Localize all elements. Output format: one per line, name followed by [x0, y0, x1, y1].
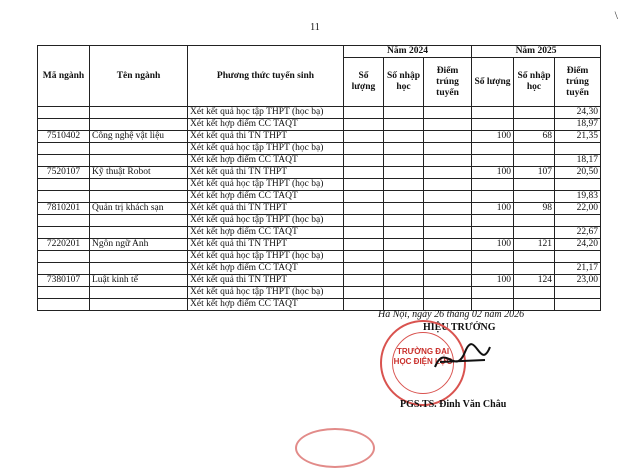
- cell-2025-score: 20,50: [555, 167, 601, 179]
- cell-2025-score: [555, 299, 601, 311]
- row-method: Xét kết quả học tập THPT (học bạ): [188, 107, 344, 119]
- cell-2025-enrolled: [514, 107, 555, 119]
- cell-2024-enrolled: [384, 191, 424, 203]
- cell-2024-quota: [344, 179, 384, 191]
- cell-2024-quota: [344, 227, 384, 239]
- header-quota-2024: Số lượng: [344, 58, 384, 107]
- cell-2024-enrolled: [384, 119, 424, 131]
- cell-2025-quota: 100: [472, 131, 514, 143]
- cell-2024-enrolled: [384, 275, 424, 287]
- table-row: [38, 275, 601, 287]
- cell-2024-enrolled: [384, 131, 424, 143]
- row-method: Xét kết quả thi TN THPT: [188, 167, 344, 179]
- cell-2025-enrolled: 98: [514, 203, 555, 215]
- cell-2024-score: [424, 119, 472, 131]
- cell-2024-score: [424, 215, 472, 227]
- row-code: [38, 191, 90, 203]
- row-method: Xét kết quả thi TN THPT: [188, 203, 344, 215]
- place-date: Hà Nội, ngày 26 tháng 02 năm 2026: [378, 309, 525, 320]
- row-name: [90, 155, 188, 167]
- cell-2025-enrolled: 107: [514, 167, 555, 179]
- row-code: [38, 215, 90, 227]
- cell-2024-score: [424, 107, 472, 119]
- header-year-2025: Năm 2025: [472, 46, 601, 58]
- cell-2025-quota: [472, 191, 514, 203]
- table-row: [38, 227, 601, 239]
- cell-2025-score: 24,20: [555, 239, 601, 251]
- cell-2024-enrolled: [384, 143, 424, 155]
- row-code: [38, 227, 90, 239]
- cell-2025-score: 22,67: [555, 227, 601, 239]
- cell-2024-enrolled: [384, 215, 424, 227]
- row-name: Ngôn ngữ Anh: [90, 239, 188, 251]
- cell-2025-score: 19,83: [555, 191, 601, 203]
- cell-2024-quota: [344, 143, 384, 155]
- row-name: Công nghệ vật liệu: [90, 131, 188, 143]
- row-name: Kỹ thuật Robot: [90, 167, 188, 179]
- row-code: 7520107: [38, 167, 90, 179]
- cell-2025-score: 24,30: [555, 107, 601, 119]
- cell-2025-enrolled: [514, 251, 555, 263]
- cell-2025-enrolled: [514, 191, 555, 203]
- header-enrolled-2025: Số nhập học: [514, 58, 555, 107]
- cell-2025-quota: 100: [472, 203, 514, 215]
- cell-2025-score: 18,97: [555, 119, 601, 131]
- cell-2024-score: [424, 131, 472, 143]
- cell-2025-enrolled: [514, 155, 555, 167]
- cell-2024-enrolled: [384, 251, 424, 263]
- row-code: 7380107: [38, 275, 90, 287]
- table-row: [38, 131, 601, 143]
- cell-2025-score: 23,00: [555, 275, 601, 287]
- cell-2025-quota: [472, 227, 514, 239]
- cell-2024-quota: [344, 167, 384, 179]
- header-code: Mã ngành: [38, 46, 90, 107]
- row-method: Xét kết hợp điểm CC TAQT: [188, 191, 344, 203]
- row-name: [90, 215, 188, 227]
- row-method: Xét kết quả thi TN THPT: [188, 275, 344, 287]
- cell-2024-quota: [344, 203, 384, 215]
- cell-2025-quota: [472, 155, 514, 167]
- cell-2025-enrolled: 121: [514, 239, 555, 251]
- admission-table: [37, 45, 601, 311]
- row-name: [90, 119, 188, 131]
- cell-2024-enrolled: [384, 263, 424, 275]
- row-method: Xét kết quả học tập THPT (học bạ): [188, 143, 344, 155]
- cell-2025-enrolled: [514, 215, 555, 227]
- row-method: Xét kết quả học tập THPT (học bạ): [188, 179, 344, 191]
- row-name: [90, 143, 188, 155]
- header-enrolled-2024: Số nhập học: [384, 58, 424, 107]
- page-number: 11: [310, 22, 320, 33]
- table-row: [38, 239, 601, 251]
- row-method: Xét kết quả thi TN THPT: [188, 239, 344, 251]
- table-row: [38, 167, 601, 179]
- row-name: [90, 251, 188, 263]
- cell-2024-score: [424, 167, 472, 179]
- cell-2024-enrolled: [384, 287, 424, 299]
- header-score-2025: Điểm trúng tuyển: [555, 58, 601, 107]
- row-method: Xét kết hợp điểm CC TAQT: [188, 227, 344, 239]
- cell-2025-score: 21,35: [555, 131, 601, 143]
- cell-2025-score: [555, 287, 601, 299]
- table-row: [38, 251, 601, 263]
- table-row: [38, 263, 601, 275]
- header-method: Phương thức tuyển sinh: [188, 46, 344, 107]
- cell-2025-score: [555, 143, 601, 155]
- cell-2024-score: [424, 179, 472, 191]
- cell-2024-score: [424, 263, 472, 275]
- cell-2024-score: [424, 239, 472, 251]
- cell-2025-quota: 100: [472, 239, 514, 251]
- row-method: Xét kết quả học tập THPT (học bạ): [188, 215, 344, 227]
- table-row: [38, 287, 601, 299]
- cell-2025-quota: [472, 287, 514, 299]
- signer-name: PGS.TS. Đinh Văn Châu: [400, 399, 507, 410]
- row-code: [38, 143, 90, 155]
- table-row: [38, 179, 601, 191]
- row-name: Luật kinh tế: [90, 275, 188, 287]
- cell-2024-enrolled: [384, 203, 424, 215]
- row-code: [38, 251, 90, 263]
- header-score-2024: Điểm trúng tuyển: [424, 58, 472, 107]
- footer-stamp: [295, 428, 375, 468]
- row-method: Xét kết quả học tập THPT (học bạ): [188, 287, 344, 299]
- cell-2024-quota: [344, 131, 384, 143]
- row-name: [90, 299, 188, 311]
- row-code: [38, 287, 90, 299]
- header-year-2024: Năm 2024: [344, 46, 472, 58]
- row-name: [90, 227, 188, 239]
- cell-2024-enrolled: [384, 239, 424, 251]
- cell-2025-enrolled: [514, 263, 555, 275]
- signer-title: HIỆU TRƯỞNG: [423, 322, 496, 333]
- cell-2024-score: [424, 287, 472, 299]
- cell-2024-quota: [344, 119, 384, 131]
- cell-2025-score: 22,00: [555, 203, 601, 215]
- table-row: [38, 203, 601, 215]
- row-code: 7810201: [38, 203, 90, 215]
- cell-2024-enrolled: [384, 155, 424, 167]
- cell-2024-quota: [344, 107, 384, 119]
- cell-2025-quota: 100: [472, 275, 514, 287]
- cell-2025-enrolled: [514, 227, 555, 239]
- cell-2024-score: [424, 143, 472, 155]
- cell-2025-quota: [472, 215, 514, 227]
- signature-scribble: [430, 332, 500, 382]
- row-name: Quản trị khách sạn: [90, 203, 188, 215]
- cell-2025-enrolled: [514, 179, 555, 191]
- cell-2024-quota: [344, 251, 384, 263]
- cell-2024-enrolled: [384, 107, 424, 119]
- corner-mark: \: [614, 8, 618, 22]
- cell-2024-quota: [344, 275, 384, 287]
- cell-2025-score: [555, 179, 601, 191]
- cell-2025-score: [555, 251, 601, 263]
- cell-2024-score: [424, 191, 472, 203]
- row-name: [90, 191, 188, 203]
- cell-2024-quota: [344, 191, 384, 203]
- cell-2024-quota: [344, 155, 384, 167]
- row-name: [90, 263, 188, 275]
- cell-2025-quota: [472, 179, 514, 191]
- cell-2025-quota: [472, 263, 514, 275]
- table-row: [38, 215, 601, 227]
- row-method: Xét kết hợp điểm CC TAQT: [188, 263, 344, 275]
- cell-2025-enrolled: [514, 143, 555, 155]
- header-quota-2025: Số lượng: [472, 58, 514, 107]
- cell-2025-score: 18,17: [555, 155, 601, 167]
- cell-2025-enrolled: 68: [514, 131, 555, 143]
- cell-2024-quota: [344, 263, 384, 275]
- cell-2024-quota: [344, 215, 384, 227]
- header-name: Tên ngành: [90, 46, 188, 107]
- cell-2025-enrolled: [514, 119, 555, 131]
- row-code: [38, 263, 90, 275]
- row-code: [38, 155, 90, 167]
- row-name: [90, 107, 188, 119]
- cell-2024-enrolled: [384, 167, 424, 179]
- cell-2025-quota: [472, 143, 514, 155]
- cell-2024-quota: [344, 287, 384, 299]
- cell-2024-enrolled: [384, 227, 424, 239]
- table-row: [38, 119, 601, 131]
- table-row: [38, 191, 601, 203]
- cell-2025-enrolled: 124: [514, 275, 555, 287]
- cell-2025-enrolled: [514, 287, 555, 299]
- row-code: [38, 119, 90, 131]
- cell-2025-quota: [472, 119, 514, 131]
- cell-2024-score: [424, 227, 472, 239]
- row-method: Xét kết hợp điểm CC TAQT: [188, 155, 344, 167]
- row-method: Xét kết hợp điểm CC TAQT: [188, 119, 344, 131]
- row-name: [90, 179, 188, 191]
- cell-2024-score: [424, 275, 472, 287]
- row-name: [90, 287, 188, 299]
- row-code: 7510402: [38, 131, 90, 143]
- table-row: [38, 155, 601, 167]
- row-code: [38, 299, 90, 311]
- cell-2025-score: [555, 215, 601, 227]
- row-method: Xét kết quả học tập THPT (học bạ): [188, 251, 344, 263]
- cell-2024-quota: [344, 239, 384, 251]
- row-method: Xét kết hợp điểm CC TAQT: [188, 299, 344, 311]
- cell-2025-score: 21,17: [555, 263, 601, 275]
- cell-2024-enrolled: [384, 179, 424, 191]
- stamp-text: TRƯỜNG ĐẠI HỌC ĐIỆN LỰC: [392, 332, 454, 394]
- cell-2025-quota: 100: [472, 167, 514, 179]
- row-code: [38, 107, 90, 119]
- table-row: [38, 143, 601, 155]
- cell-2024-score: [424, 203, 472, 215]
- cell-2025-quota: [472, 251, 514, 263]
- cell-2024-score: [424, 251, 472, 263]
- row-code: [38, 179, 90, 191]
- cell-2024-score: [424, 155, 472, 167]
- row-code: 7220201: [38, 239, 90, 251]
- row-method: Xét kết quả thi TN THPT: [188, 131, 344, 143]
- table-row: [38, 107, 601, 119]
- cell-2025-quota: [472, 107, 514, 119]
